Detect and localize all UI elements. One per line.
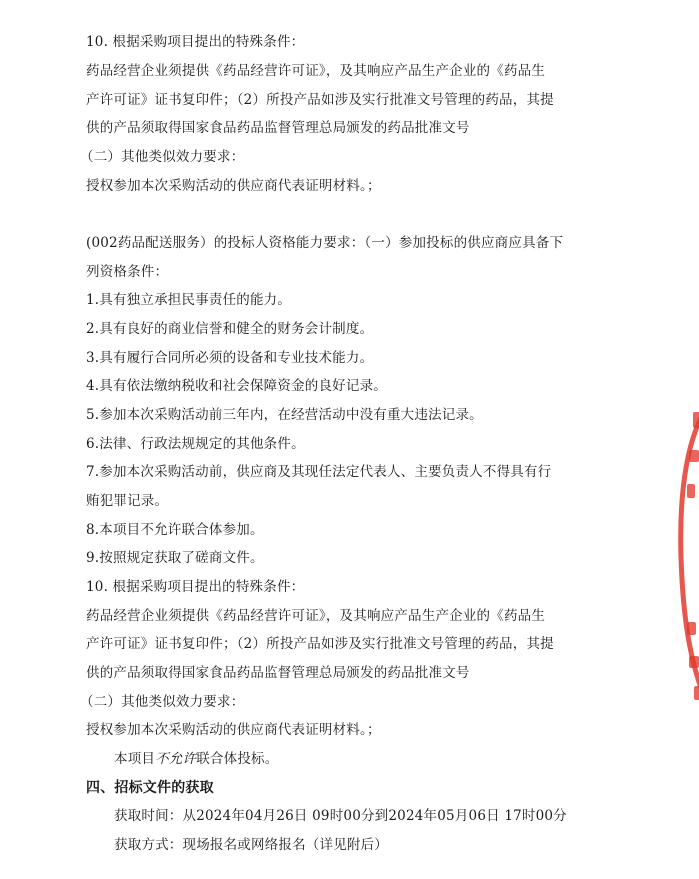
consortium-suffix: 联合体投标。 (196, 751, 279, 767)
special-conditions-text-2b: 产许可证》证书复印件；（2）所投产品如涉及实行批准文号管理的药品，其提 (86, 636, 554, 652)
section-heading: 四、招标文件的获取 (86, 780, 214, 796)
list-item: 7.参加本次采购活动前，供应商及其现任法定代表人、主要负责人不得具有行 (86, 464, 552, 480)
special-conditions-text-1c: 供的产品须取得国家食品药品监督管理总局颁发的药品批准文号 (86, 120, 470, 136)
end-date: 2024年05月06日 (388, 808, 500, 824)
lot-002-requirements-intro: (002药品配送服务）的投标人资格能力要求：（一）参加投标的供应商应具备下 (86, 235, 564, 251)
special-conditions-text-1a: 药品经营企业须提供《药品经营许可证》，及其响应产品生产企业的《药品生 (86, 63, 546, 79)
special-conditions-text-2a: 药品经营企业须提供《药品经营许可证》，及其响应产品生产企业的《药品生 (86, 608, 546, 624)
official-seal-stamp (631, 372, 699, 742)
list-item: 9.按照规定获取了磋商文件。 (86, 550, 264, 566)
special-conditions-heading-2: 10. 根据采购项目提出的特殊条件： (86, 579, 305, 595)
special-conditions-text-1b: 产许可证》证书复印件；（2）所投产品如涉及实行批准文号管理的药品，其提 (86, 92, 554, 108)
end-time: 17时00分 (504, 808, 567, 824)
list-item: 5.参加本次采购活动前三年内，在经营活动中没有重大违法记录。 (86, 407, 483, 423)
list-item-cont: 贿犯罪记录。 (86, 493, 169, 509)
lot-002-requirements-intro-cont: 列资格条件： (86, 264, 169, 280)
list-item: 4.具有依法缴纳税收和社会保障资金的良好记录。 (86, 378, 387, 394)
acquisition-time (114, 807, 567, 825)
list-item: 8.本项目不允许联合体参加。 (86, 522, 264, 538)
list-item: 1.具有独立承担民事责任的能力。 (86, 292, 292, 308)
list-item: 3.具有履行合同所必须的设备和专业技术能力。 (86, 350, 374, 366)
acquisition-method: 获取方式：现场报名或网络报名（详见附后） (114, 837, 388, 853)
consortium-statement (114, 750, 278, 768)
list-item: 6.法律、行政法规规定的其他条件。 (86, 436, 305, 452)
acquisition-time-label: 获取时间：从 (114, 808, 197, 824)
special-conditions-text-2c: 供的产品须取得国家食品药品监督管理总局颁发的药品批准文号 (86, 665, 470, 681)
start-time: 09时00分到 (312, 808, 389, 824)
consortium-prefix: 本项目 (114, 751, 156, 767)
consortium-emphasis: 不允许 (155, 751, 197, 767)
start-date: 2024年04月26日 (196, 808, 308, 824)
other-requirements-heading-2: （二）其他类似效力要求： (80, 694, 245, 710)
other-requirements-text-2: 授权参加本次采购活动的供应商代表证明材料。； (86, 722, 381, 738)
other-requirements-text-1: 授权参加本次采购活动的供应商代表证明材料。； (86, 178, 381, 194)
special-conditions-heading-1: 10. 根据采购项目提出的特殊条件： (86, 34, 305, 50)
other-requirements-heading-1: （二）其他类似效力要求： (80, 149, 245, 165)
list-item: 2.具有良好的商业信誉和健全的财务会计制度。 (86, 321, 374, 337)
